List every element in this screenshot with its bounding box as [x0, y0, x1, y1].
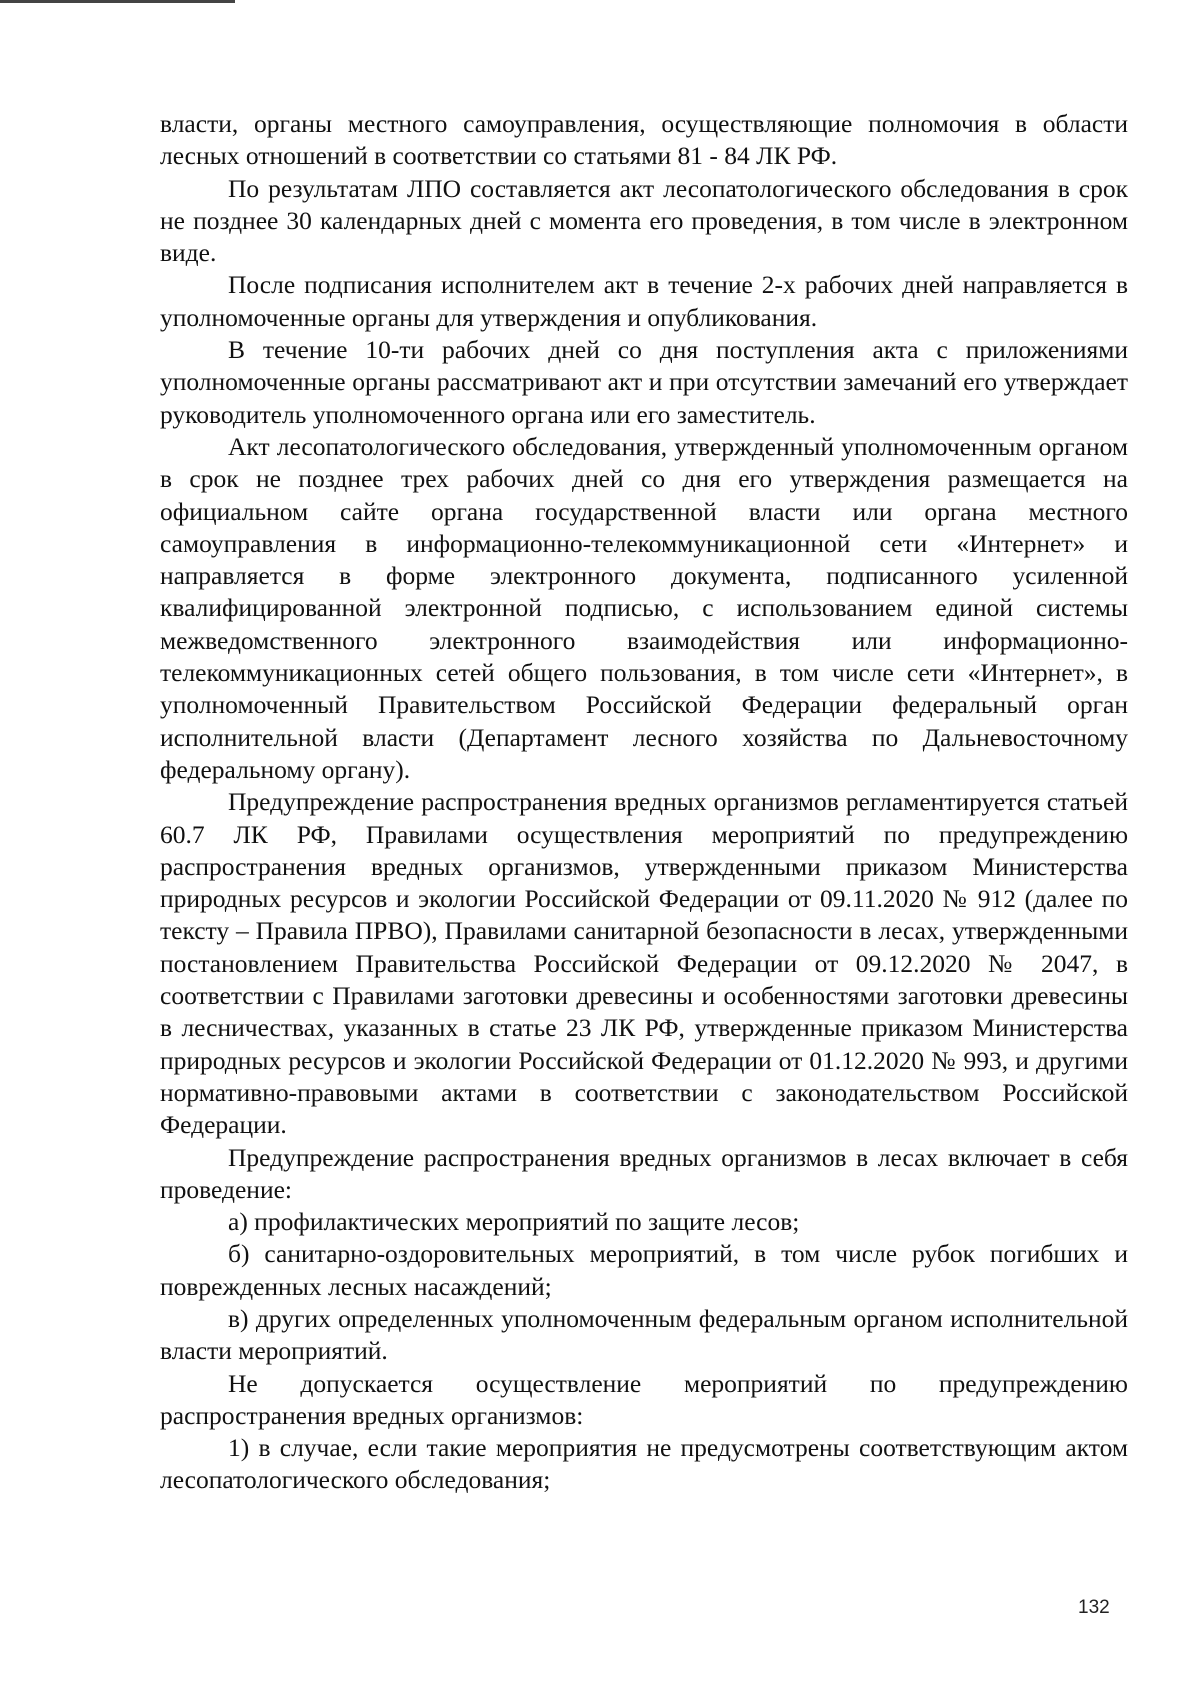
page-number: 132	[1078, 1597, 1110, 1618]
paragraph-3: После подписания исполнителем акт в течение 2-х рабочих дней направляется в уполномоченные органы для утверждения и опубликования.	[160, 270, 1128, 332]
list-item-b: б) санитарно-оздоровительных мероприятий, в том числе рубок погибших и поврежденных лесных насаждений;	[160, 1239, 1128, 1301]
list-item-c: в) других определенных уполномоченным федеральным органом исполнительной власти мероприятий.	[160, 1303, 1128, 1366]
scan-edge-mark	[0, 0, 235, 3]
paragraph-2: По результатам ЛПО составляется акт лесопатологического обследования в срок не позднее 30 календарных дней с момента его проведения, в том числе в электронном виде.	[160, 173, 1128, 268]
paragraph-7: Предупреждение распространения вредных организмов в лесах включает в себя проведение:	[160, 1142, 1128, 1204]
list-item-a: а) профилактических мероприятий по защите лесов;	[228, 1207, 800, 1237]
paragraph-5: Акт лесопатологического обследования, утвержденный уполномоченным органом в срок не позднее трех рабочих дней со дня его утверждения размещается на официальном сайте органа государственной власти или органа местного самоуправления в информационно-телекоммуникационной сети «Интернет» и направляется в форме электронного документа, подписанного усиленной квалифицированной электронной подписью, с использованием единой системы межведомственного электронного взаимодействия или информационно-телекоммуникационных сетей общего пользования, в том числе сети «Интернет», в уполномоченный Правительством Российской Федерации федеральный орган исполнительной власти (Департамент лесного хозяйства по Дальневосточному федеральному органу).	[160, 431, 1128, 784]
paragraph-11: Не допускается осуществление мероприятий по предупреждению распространения вредных организмов:	[160, 1368, 1128, 1430]
list-item-1: 1) в случае, если такие мероприятия не предусмотрены соответствующим актом лесопатологического обследования;	[160, 1433, 1128, 1495]
paragraph-6: Предупреждение распространения вредных организмов регламентируется статьей 60.7 ЛК РФ, Правилами осуществления мероприятий по предупреждению распространения вредных организмов, утвержденными приказом Министерства природных ресурсов и экологии Российской Федерации от 09.11.2020 № 912 (далее по тексту – Правила ПРВО), Правилами санитарной безопасности в лесах, утвержденными постановлением Правительства Российской Федерации от 09.12.2020 № 2047, в соответствии с Правилами заготовки древесины и особенностями заготовки древесины в лесничествах, указанных в статье 23 ЛК РФ, утвержденные приказом Министерства природных ресурсов и экологии Российской Федерации от 01.12.2020 № 993, и другими нормативно-правовыми актами в соответствии с законодательством Российской Федерации.	[160, 787, 1128, 1140]
paragraph-1: власти, органы местного самоуправления, осуществляющие полномочия в области лесных отношений в соответствии со статьями 81 - 84 ЛК РФ.	[160, 109, 1128, 171]
paragraph-4: В течение 10-ти рабочих дней со дня поступления акта с приложениями уполномоченные органы рассматривают акт и при отсутствии замечаний его утверждает руководитель уполномоченного органа или его заместитель.	[160, 335, 1128, 429]
document-body	[160, 108, 1128, 1497]
